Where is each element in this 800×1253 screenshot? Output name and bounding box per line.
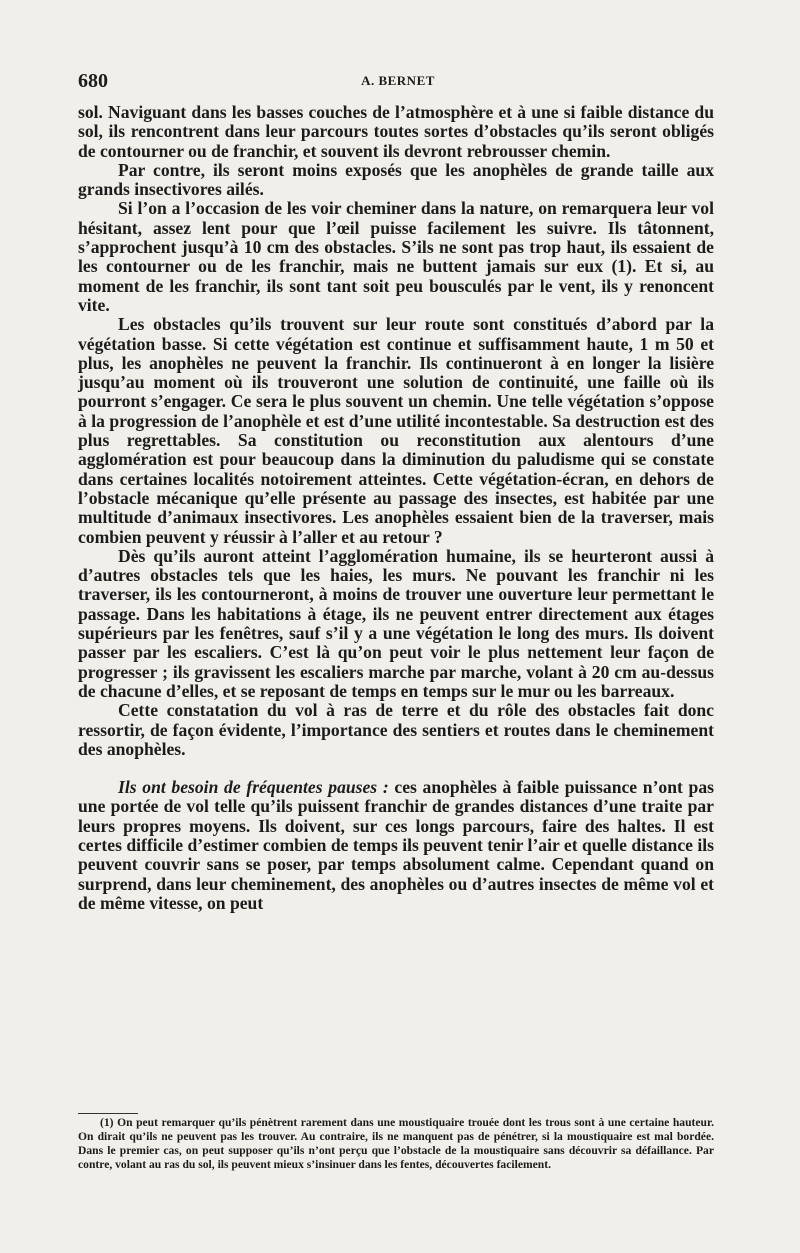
- section-text: ces anophèles à faible puissance n’ont pas une portée de vol telle qu’ils puissent franchir de grandes distances d’une traite par leurs propres moyens. Ils doivent, sur ces longs parcours, faire des haltes. Il est certes difficile d’estimer combien de temps ils peuvent tenir l’air et quelle distance ils peuvent couvrir sans se poser, par temps absolument calme. Cependant quand on surprend, dans leur cheminement, des anophèles ou d’autres insectes de même vol et de même vitesse, on peut: [78, 777, 714, 913]
- page-number: 680: [78, 70, 108, 92]
- paragraph: Les obstacles qu’ils trouvent sur leur route sont constitués d’abord par la végétation basse. Si cette végétation est continue et suffisamment haute, 1 m 50 et plus, les anophèles ne peuvent la franchir. Ils continueront à en longer la lisière jusqu’au moment où ils trouveront une solution de continuité, une faille où ils pourront s’engager. Ce sera le plus souvent un chemin. Une telle végétation s’oppose à la progression de l’anophèle et est d’une utilité incontestable. Sa destruction est des plus regrettables. Sa constitution ou reconstitution aux alentours d’une agglomération est pour beaucoup dans la diminution du paludisme qui se constate dans certaines localités notoirement atteintes. Cette végétation-écran, en dehors de l’obstacle mécanique qu’elle présente au passage des insectes, est habitée par une multitude d’animaux insectivores. Les anophèles essaient bien de la traverser, mais combien peuvent y réussir à l’aller et au retour ?: [78, 314, 714, 547]
- footnote-rule: [78, 1113, 138, 1114]
- paragraph: sol. Naviguant dans les basses couches de l’atmosphère et à une si faible distance du sol, ils rencontrent dans leur parcours toutes sortes d’obstacles qu’ils seront obligés de contourner ou de franchir, et souvent ils devront rebrousser chemin.: [78, 102, 714, 161]
- footnote: (1) On peut remarquer qu’ils pénètrent rarement dans une moustiquaire trouée dont les trous sont à une certaine hauteur. On dirait qu’ils ne peuvent pas les trouver. Au contraire, ils ne manquent pas de pénétrer, si la moustiquaire est mal bordée. Dans le premier cas, on peut supposer qu’ils n’ont perçu que l’obstacle de la moustiquaire sans découvrir sa défaillance. Par contre, volant au ras du sol, ils peuvent mieux s’insinuer dans les fentes, découvertes facilement.: [78, 1116, 714, 1171]
- page-header: [78, 70, 718, 92]
- paragraph: Par contre, ils seront moins exposés que les anophèles de grande taille aux grands insectivores ailés.: [78, 159, 714, 200]
- running-head: A. BERNET: [361, 73, 435, 88]
- section-paragraph: [78, 778, 714, 913]
- footnotes: [78, 1113, 714, 1172]
- paragraph: Cette constatation du vol à ras de terre et du rôle des obstacles fait donc ressortir, de façon évidente, l’importance des sentiers et routes dans le cheminement des anophèles.: [78, 700, 714, 759]
- italic-lead: Ils ont besoin de fréquentes pauses :: [118, 777, 389, 798]
- paragraph: Si l’on a l’occasion de les voir cheminer dans la nature, on remarquera leur vol hésitant, assez lent pour que l’œil puisse facilement les suivre. Ils tâtonnent, s’approchent jusqu’à 10 cm des obstacles. S’ils ne sont pas trop haut, ils essaient de les contourner ou de les franchir, mais ne buttent jamais sur eux (1). Et si, au moment de les franchir, ils sont tant soit peu bousculés par le vent, ils y renoncent vite.: [78, 198, 714, 315]
- paragraph: Dès qu’ils auront atteint l’agglomération humaine, ils se heurteront aussi à d’autres obstacles tels que les haies, les murs. Ne pouvant les franchir ni les traverser, ils les contourneront, à moins de trouver une ouverture leur permettant le passage. Dans les habitations à étage, ils ne peuvent entrer directement aux étages supérieurs par les fenêtres, sauf s’il y a une végétation le long des murs. Ils doivent passer par les escaliers. C’est là qu’on peut voir le plus nettement leur façon de progresser ; ils gravissent les escaliers marche par marche, volant à 20 cm au-dessus de chacune d’elles, et se reposant de temps en temps sur le mur ou les barreaux.: [78, 545, 714, 701]
- body-text: [78, 103, 714, 913]
